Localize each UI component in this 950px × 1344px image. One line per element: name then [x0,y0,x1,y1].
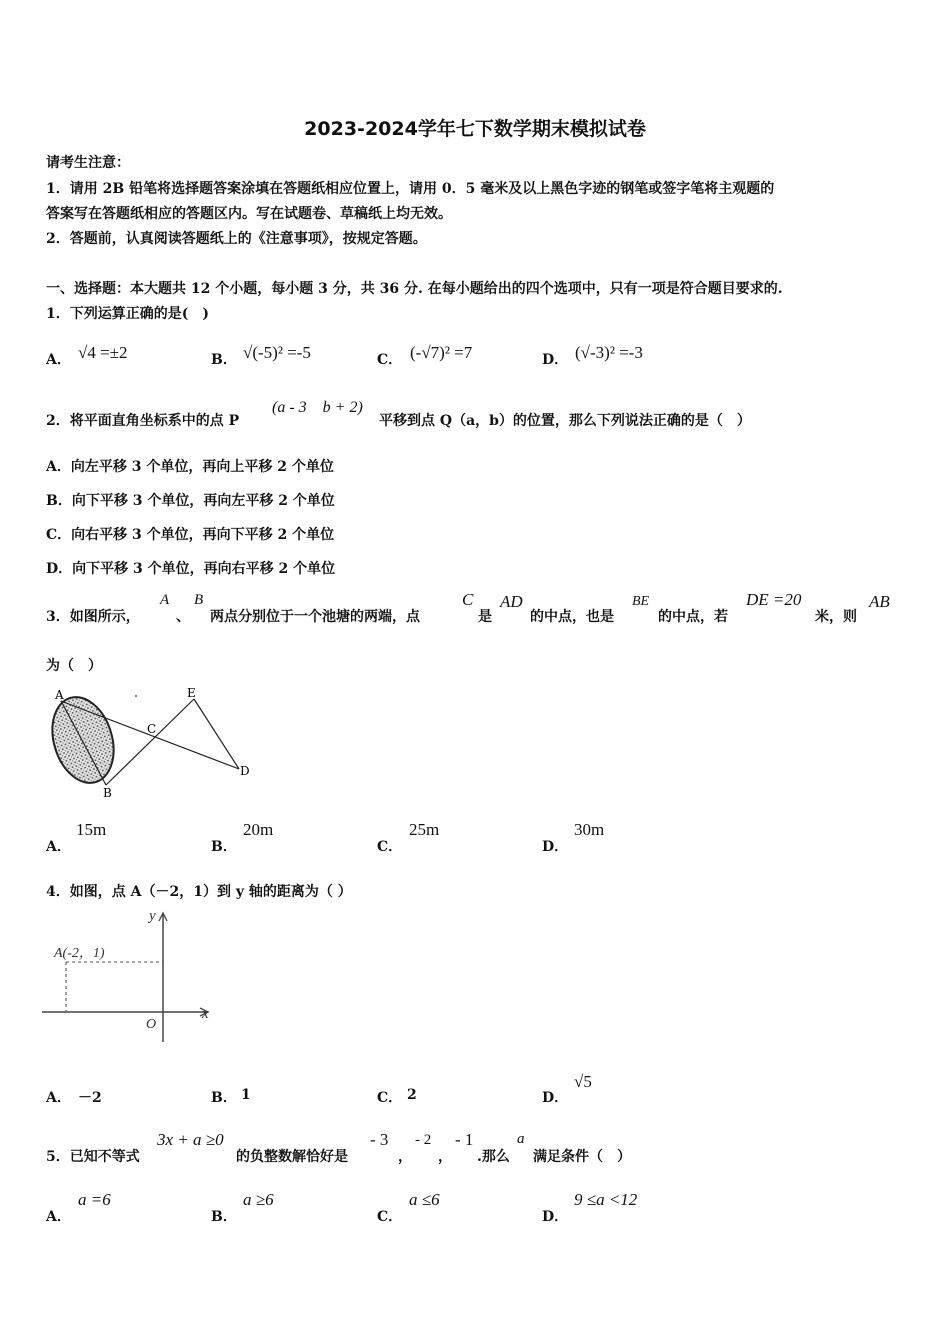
q1-label-c: C． [377,352,403,368]
y-axis-label: y [149,908,156,924]
q4-option-a: －2 [78,1090,102,1106]
q3-stem-3: 是 [478,609,492,625]
notice-line-1a: 1．请用 2B 铅笔将选择题答案涂填在答题纸相应位置上，请用 0．5 毫米及以上黑色字迹的钢笔或签字笔将主观题的 [46,181,775,197]
q1-option-a: √4 =±2 [78,343,128,362]
notice-heading: 请考生注意： [46,155,130,171]
pond-diagram [44,682,254,800]
q1-stem: 1．下列运算正确的是( ) [46,306,209,322]
q3-stem-6: 米，则 [815,609,857,625]
q1-option-d: (√-3)² =-3 [575,343,643,362]
q3-stem-5: 的中点，若 [658,609,728,625]
q4-option-c: 2 [407,1087,417,1103]
q5-stem-1: 5．已知不等式 [46,1149,140,1165]
q5-stem-2: 的负整数解恰好是 [236,1149,348,1165]
q2-option-b: B．向下平移 3 个单位，再向左平移 2 个单位 [46,493,335,509]
point-a-label: A(-2，1) [54,946,105,961]
q2-stem-b: 平移到点 Q（a，b）的位置，那么下列说法正确的是（ ） [379,413,751,429]
q2-option-c: C．向右平移 3 个单位，再向下平移 2 个单位 [46,527,335,543]
q5-comma-2: ， [438,1149,452,1165]
q3-var-ad: AD [500,592,523,611]
pond-shape [44,689,124,790]
q1-label-d: D． [542,352,569,368]
q5-option-d: 9 ≤a <12 [574,1190,638,1209]
q1-label-a: A． [46,352,71,368]
q3-label-b: B． [211,839,237,855]
x-axis-label: x [202,1006,209,1022]
q3-option-a: 15m [76,820,107,839]
q3-stem-4: 的中点，也是 [530,609,614,625]
q1-option-b: √(-5)² =-5 [243,343,311,362]
q3-var-b: B [194,592,204,608]
section-heading: 一、选择题：本大题共 12 个小题，每小题 3 分，共 36 分. 在每小题给出的四个选项中，只有一项是符合题目要求的. [46,281,783,297]
q2-option-d: D．向下平移 3 个单位，再向右平移 2 个单位 [46,561,336,577]
q5-label-d: D． [542,1209,569,1225]
q5-var-a: a [517,1131,525,1147]
q3-var-de: DE =20 [746,590,802,609]
q5-comma-1: ， [398,1149,412,1165]
q3-sep: 、 [176,609,190,625]
q1-label-b: B． [211,352,237,368]
page-title: 2023-2024学年七下数学期末模拟试卷 [304,118,646,140]
q4-label-d: D． [542,1090,569,1106]
segment-de [194,699,239,769]
coordinate-diagram [42,906,217,1046]
q5-label-a: A． [46,1209,71,1225]
q4-label-c: C． [377,1090,403,1106]
q5-num-2: - 2 [415,1132,432,1148]
stray-dot [135,695,137,697]
q5-num-1: - 3 [370,1130,389,1149]
q4-option-d: √5 [574,1072,592,1091]
q3-option-b: 20m [243,820,274,839]
q3-stem-1: 3．如图所示， [46,609,140,625]
q3-stem-7: 为（ ） [46,658,102,674]
fig-label-b: B [103,786,112,800]
origin-label: O [146,1017,157,1032]
q3-var-be: BE [632,594,650,609]
q5-option-b: a ≥6 [243,1190,274,1209]
q3-label-c: C． [377,839,403,855]
fig-label-d: D [240,764,250,778]
q5-option-a: a =6 [78,1190,111,1209]
notice-line-1b: 答案写在答题纸相应的答题区内。写在试题卷、草稿纸上均无效。 [46,206,452,222]
q5-num-3: - 1 [455,1130,474,1149]
q4-stem: 4．如图，点 A（－2，1）到 y 轴的距离为（ ） [46,884,352,900]
q1-option-c: (-√7)² =7 [410,343,473,362]
q2-point: (a - 3 b + 2) [272,399,363,416]
q3-label-d: D． [542,839,569,855]
q5-label-b: B． [211,1209,237,1225]
q4-option-b: 1 [241,1087,251,1103]
q3-var-ab: AB [869,592,890,611]
q2-stem-a: 2．将平面直角坐标系中的点 P [46,413,240,429]
q5-label-c: C． [377,1209,403,1225]
q5-option-c: a ≤6 [409,1190,440,1209]
fig-label-e: E [187,686,196,700]
q3-var-c: C [462,590,474,609]
fig-label-c: C [147,722,157,736]
q3-stem-2: 两点分别位于一个池塘的两端，点 [210,609,420,625]
q3-option-c: 25m [409,820,440,839]
fig-label-a: A [55,688,64,702]
q4-label-b: B． [211,1090,237,1106]
q5-stem-4: 满足条件（ ） [533,1149,631,1165]
q3-label-a: A． [46,839,71,855]
q5-inequality: 3x + a ≥0 [157,1130,224,1149]
q5-stem-3: .那么 [477,1149,510,1165]
q3-option-d: 30m [574,820,605,839]
q2-option-a: A．向左平移 3 个单位，再向上平移 2 个单位 [46,459,334,475]
q3-var-a: A [160,592,170,608]
q4-label-a: A． [46,1090,71,1106]
segment-be [106,699,194,785]
notice-line-2: 2．答题前，认真阅读答题纸上的《注意事项》，按规定答题。 [46,231,427,247]
